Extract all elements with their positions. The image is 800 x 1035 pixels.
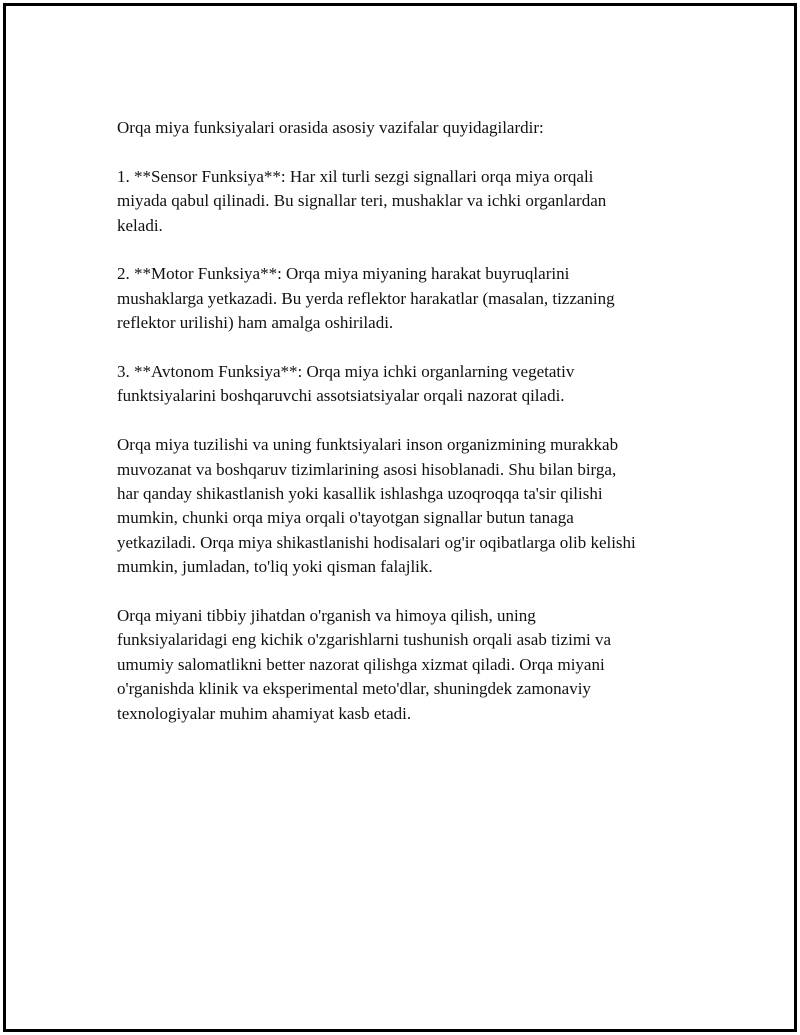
intro-paragraph: Orqa miya funksiyalari orasida asosiy vazifalar quyidagilardir: xyxy=(117,118,544,137)
document-body xyxy=(117,116,677,750)
sensor-function-paragraph: 1. **Sensor Funksiya**: Har xil turli sezgi signallari orqa miya orqali miyada qabul qilinadi. Bu signallar teri, mushaklar va ichki organlardan keladi. xyxy=(117,166,607,235)
study-paragraph: Orqa miyani tibbiy jihatdan o'rganish va himoya qilish, uning funksiyalaridagi eng kichik o'zgarishlarni tushunish orqali asab tizimi va umumiy salomatlikni better nazorat qilishga xizmat qiladi. Orqa miyani o'rganishda klinik va eksperimental meto'dlar, shuningdek zamonaviy texnologiyalar muhim ahamiyat kasb etadi. xyxy=(117,606,612,723)
structure-paragraph: Orqa miya tuzilishi va uning funktsiyalari inson organizmining murakkab muvozanat va boshqaruv tizimlarining asosi hisoblanadi. Shu bilan birga, har qanday shikastlanish yoki kasallik ishlashga uzoqroqqa ta'sir qilishi mumkin, chunki orqa miya orqali o'tayotgan signallar butun tanaga yetkaziladi. Orqa miya shikastlanishi hodisalari og'ir oqibatlarga olib kelishi mumkin, jumladan, to'liq yoki qisman falajlik. xyxy=(117,435,636,577)
motor-function-paragraph: 2. **Motor Funksiya**: Orqa miya miyaning harakat buyruqlarini mushaklarga yetkazadi. Bu yerda reflektor harakatlar (masalan, tizzaning reflektor urilishi) ham amalga oshiriladi. xyxy=(117,264,615,333)
autonomic-function-paragraph: 3. **Avtonom Funksiya**: Orqa miya ichki organlarning vegetativ funktsiyalarini boshqaruvchi assotsiatsiyalar orqali nazorat qiladi. xyxy=(117,362,575,406)
